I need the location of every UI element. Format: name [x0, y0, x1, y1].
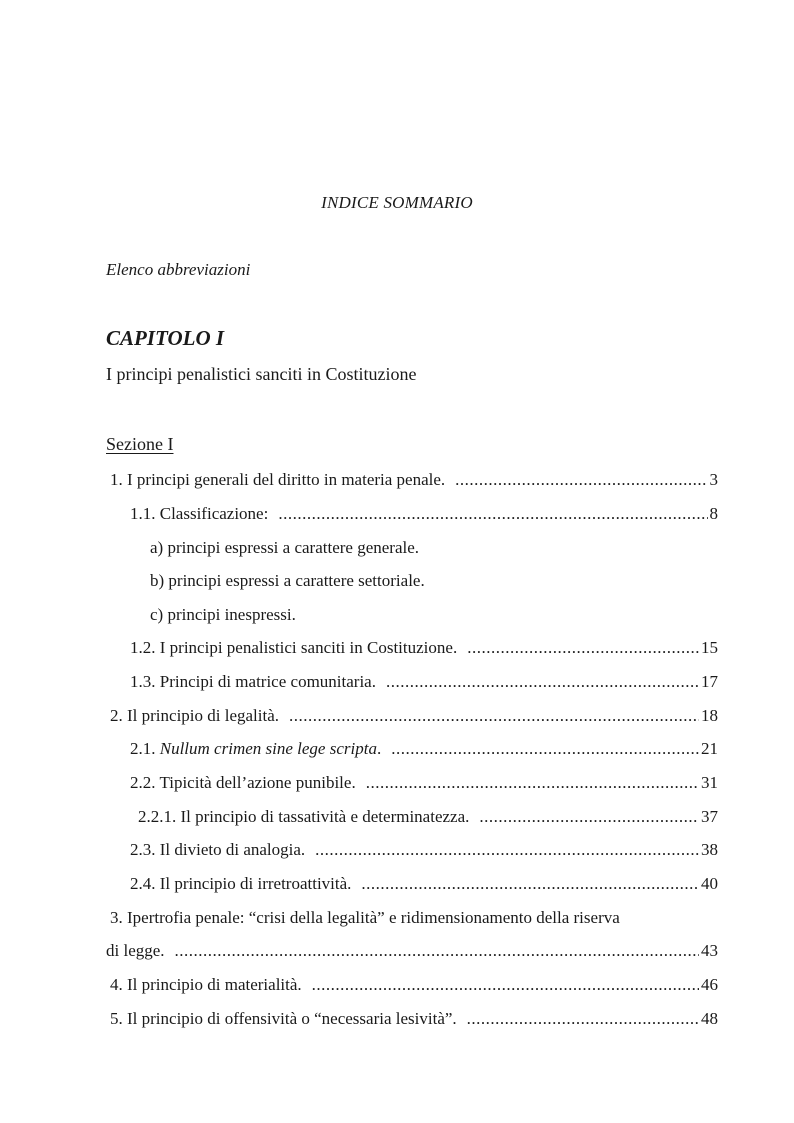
toc-dot-leader [289, 704, 699, 728]
toc-entry-text: 2.4. Il principio di irretroattività. [130, 874, 352, 893]
toc-entry-text: 3. Ipertrofia penale: “crisi della legalità” e ridimensionamento della riserva [110, 908, 620, 927]
toc-entry-suffix: . [376, 739, 382, 758]
toc-entry [110, 468, 718, 492]
toc-subitem: c) principi inespressi. [150, 605, 296, 624]
toc-page-number: 46 [701, 975, 718, 994]
toc-entry [130, 502, 718, 526]
toc-dot-leader [312, 973, 699, 997]
chapter-title: I principi penalistici sanciti in Costituzione [106, 364, 417, 384]
toc-subitem: b) principi espressi a carattere settoriale. [150, 571, 425, 590]
toc-dot-leader [315, 838, 699, 862]
abbreviations-heading: Elenco abbreviazioni [106, 260, 251, 279]
toc-entry [138, 805, 718, 829]
toc-entry-text: 1.1. Classificazione: [130, 504, 269, 523]
toc-entry-prefix: 2.1. [130, 739, 160, 758]
toc-entry-text: di legge. [106, 941, 165, 960]
toc-dot-leader [175, 939, 699, 963]
toc-entry-text: 1. I principi generali del diritto in materia penale. [110, 470, 446, 489]
toc-subitem: a) principi espressi a carattere generale. [150, 538, 420, 557]
toc-entry [130, 838, 718, 862]
toc-entry [110, 973, 718, 997]
toc-entry-text: 2.2. Tipicità dell’azione punibile. [130, 773, 356, 792]
toc-entry-text: 2. Il principio di legalità. [110, 706, 280, 725]
toc-dot-leader [278, 502, 707, 526]
toc-entry-text [130, 737, 381, 761]
toc-dot-leader [391, 737, 699, 761]
toc-page-number: 40 [701, 874, 718, 893]
toc-entry-text: 1.3. Principi di matrice comunitaria. [130, 672, 376, 691]
toc-entry [130, 636, 718, 660]
toc-dot-leader [467, 636, 699, 660]
document-title: INDICE SOMMARIO [321, 193, 473, 212]
toc-dot-leader [361, 872, 699, 896]
toc-entry [130, 737, 718, 761]
toc-page-number: 18 [701, 706, 718, 725]
toc-entry [106, 939, 718, 963]
toc-dot-leader [479, 805, 699, 829]
toc-page-number: 38 [701, 840, 718, 859]
toc-entry [110, 1007, 718, 1031]
toc-entry [130, 670, 718, 694]
toc-page-number: 17 [701, 672, 718, 691]
toc-entry-text: 5. Il principio di offensività o “necessaria lesività”. [110, 1009, 457, 1028]
toc-page-number: 43 [701, 941, 718, 960]
toc-page-number: 48 [701, 1009, 718, 1028]
toc-entry [110, 704, 718, 728]
toc-entry-text: 1.2. I principi penalistici sanciti in Costituzione. [130, 638, 458, 657]
toc-page-number: 3 [709, 470, 718, 489]
toc-page-number: 15 [701, 638, 718, 657]
toc-page-number: 37 [701, 807, 718, 826]
chapter-label: CAPITOLO I [106, 326, 225, 350]
toc-dot-leader [467, 1007, 699, 1031]
toc-entry-text: 2.3. Il divieto di analogia. [130, 840, 306, 859]
toc-page-number: 31 [701, 773, 718, 792]
toc-dot-leader [455, 468, 707, 492]
toc-entry [130, 771, 718, 795]
toc-dot-leader [386, 670, 699, 694]
section-label: Sezione I [106, 434, 174, 454]
toc-page-number: 8 [709, 504, 718, 523]
toc-page-number: 21 [701, 739, 718, 758]
toc-entry [130, 872, 718, 896]
toc-dot-leader [366, 771, 699, 795]
toc-entry-text: 2.2.1. Il principio di tassatività e determinatezza. [138, 807, 470, 826]
toc-entry-text: 4. Il principio di materialità. [110, 975, 302, 994]
toc-entry-latin-phrase: Nullum crimen sine lege scripta [159, 739, 377, 758]
